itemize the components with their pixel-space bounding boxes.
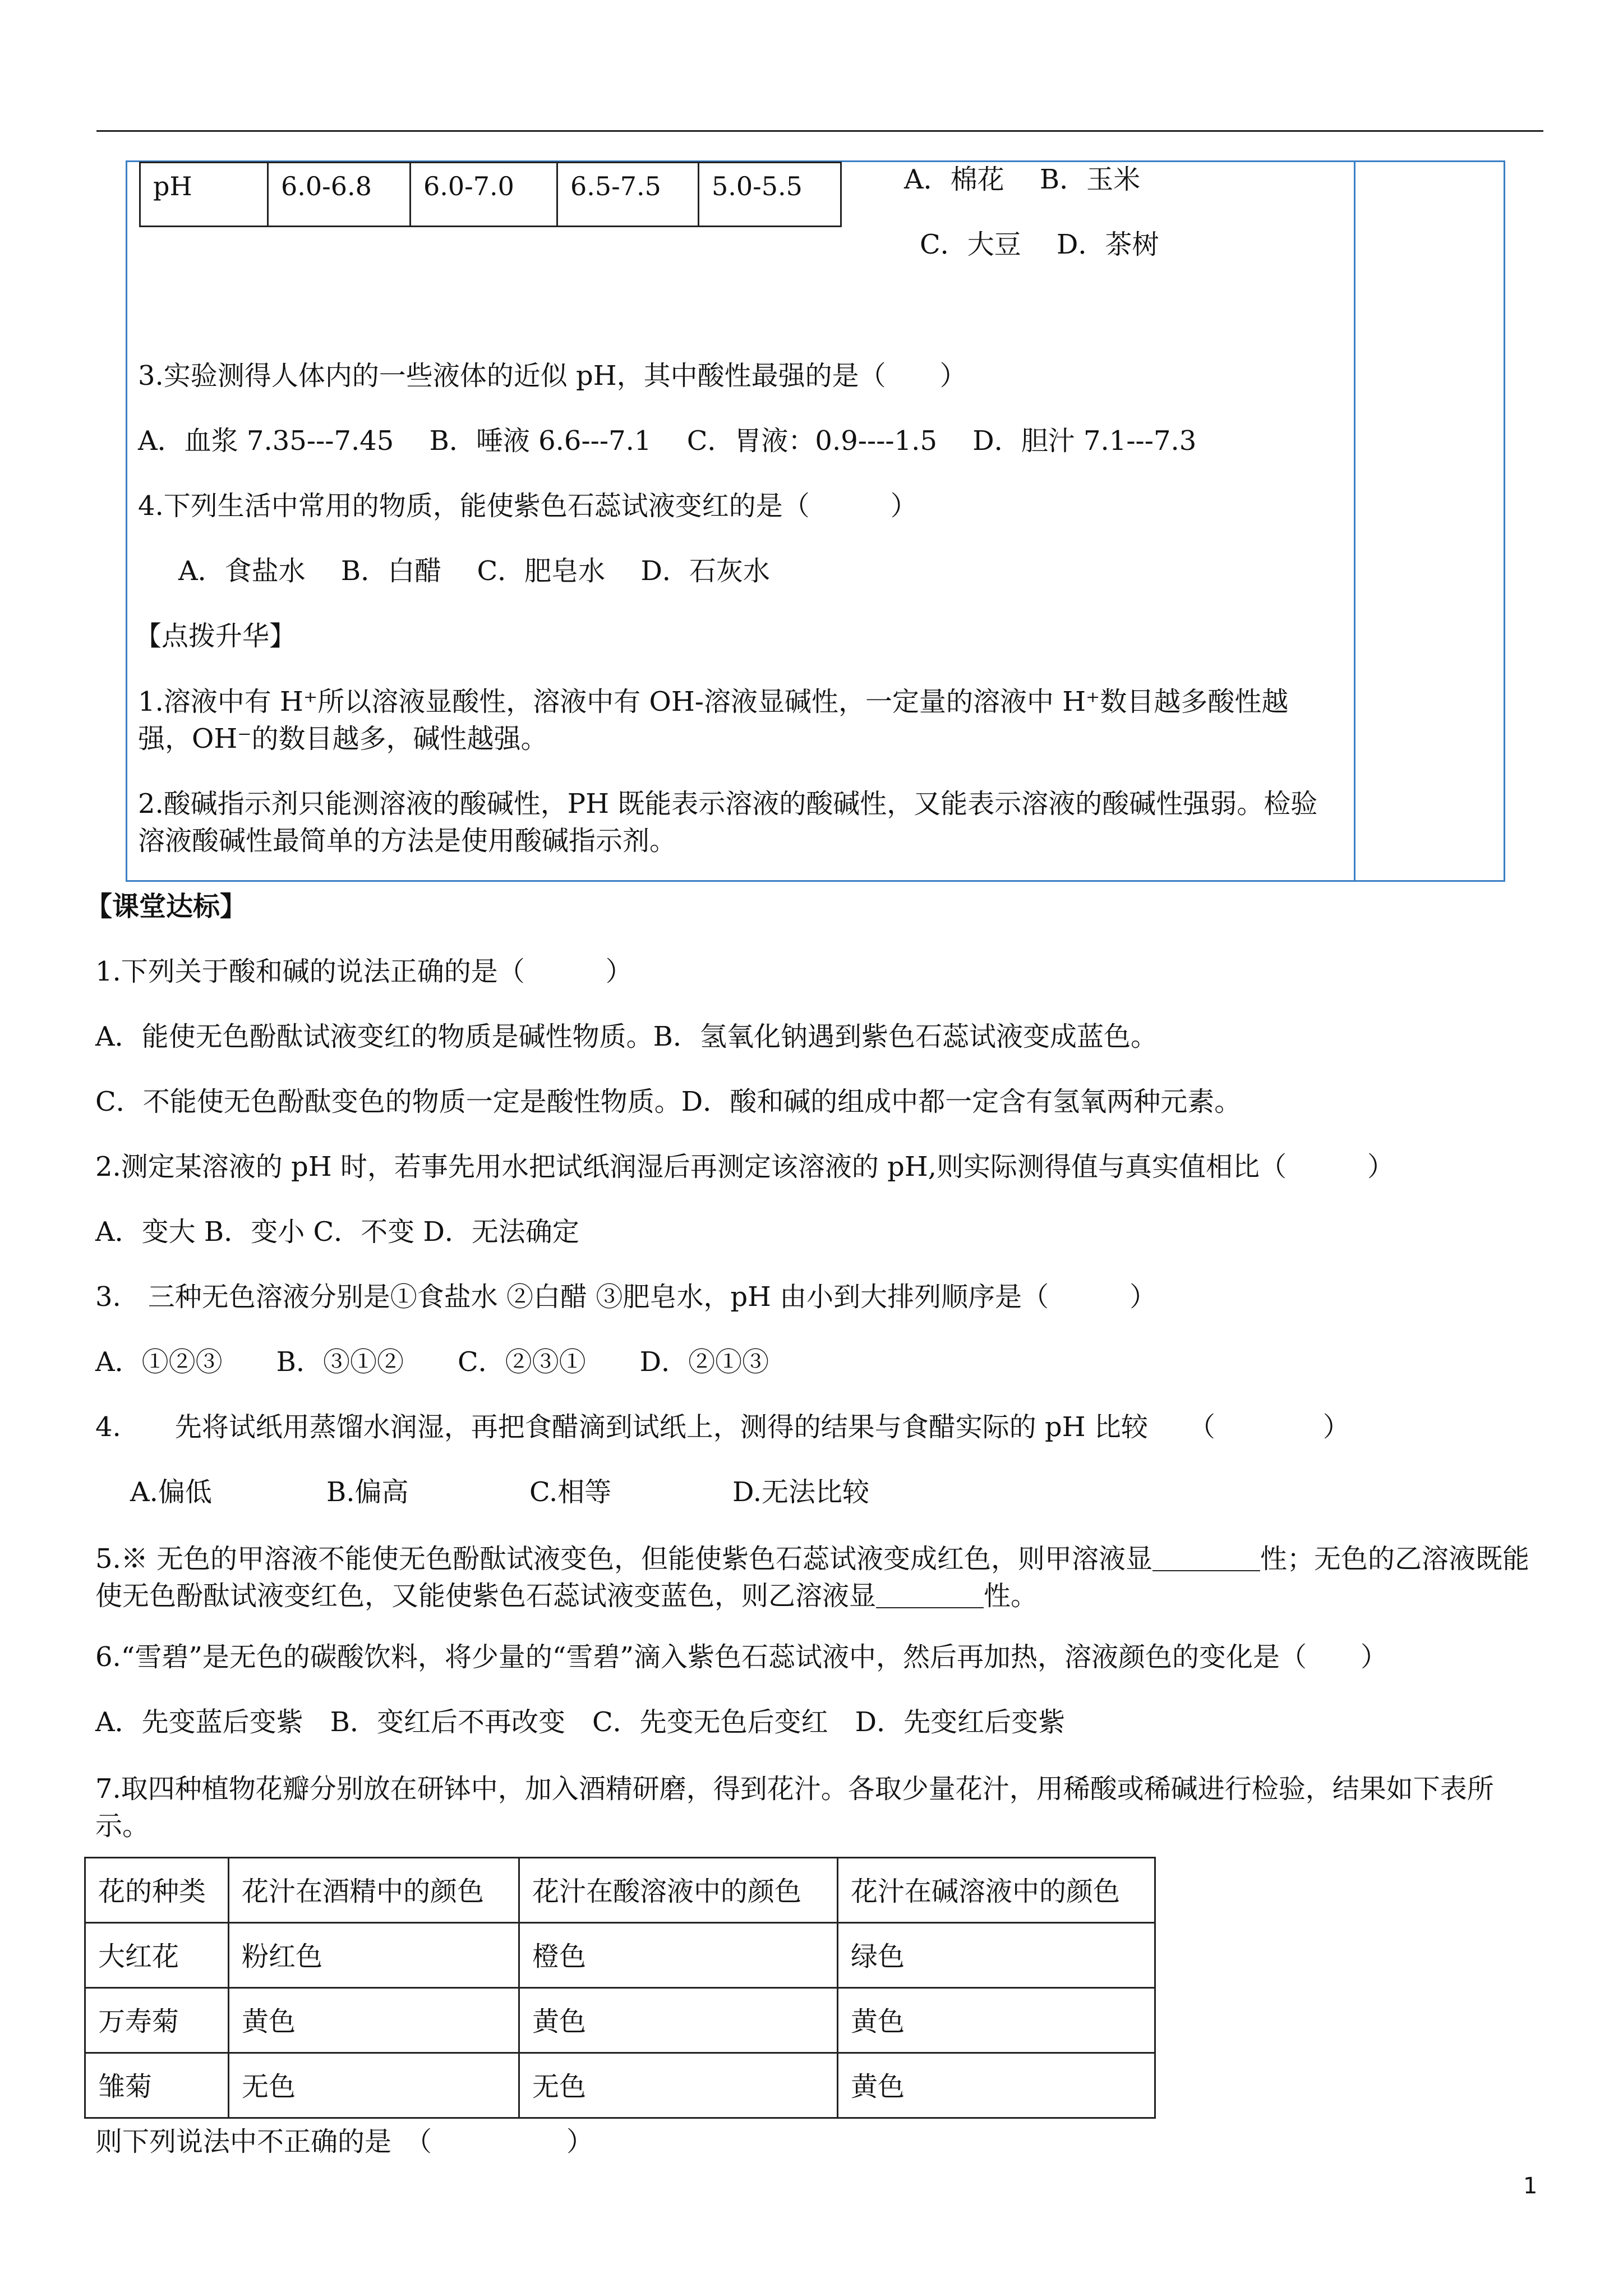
cp-q7-after: 则下列说法中不正确的是 （ ）: [95, 2126, 594, 2157]
table-header-cell: 花汁在酒精中的颜色: [229, 1858, 519, 1923]
table-cell: 无色: [229, 2053, 519, 2118]
cp-q2-options: A．变大 B．变小 C．不变 D．无法确定: [95, 1216, 579, 1248]
ph-label-cell: pH: [140, 163, 268, 227]
tips-paragraph-2: 2.酸碱指示剂只能测溶液的酸碱性，PH 既能表示溶液的酸碱性，又能表示溶液的酸碱性强弱。检验溶液酸碱性最简单的方法是使用酸碱指示剂。: [138, 788, 1318, 857]
table-cell: 黄色: [519, 1988, 838, 2053]
cp-q5-text: 5.※ 无色的甲溶液不能使无色酚酞试液变色，但能使紫色石蕊试液变成红色，则甲溶液显＿＿＿＿性；无色的乙溶液既能使无色酚酞试液变红色，又能使紫色石蕊试液变蓝色，则乙溶液显＿＿＿＿性。: [95, 1543, 1530, 1612]
cp-q4-stem: 4. 先将试纸用蒸馏水润湿，再把食醋滴到试纸上，测得的结果与食醋实际的 pH 比较 （ ）: [95, 1411, 1350, 1443]
table-cell: 黄色: [838, 2053, 1155, 2118]
table-cell: 黄色: [838, 1988, 1155, 2053]
cp-q4-option-d: D.无法比较: [732, 1476, 870, 1508]
q3-stem: 3.实验测得人体内的一些液体的近似 pH，其中酸性最强的是（ ）: [138, 360, 967, 392]
table-header-cell: 花汁在酸溶液中的颜色: [519, 1858, 838, 1923]
tips-heading: 【点拨升华】: [135, 620, 297, 652]
table-row: [85, 1988, 1155, 2053]
table-header-cell: 花汁在碱溶液中的颜色: [838, 1858, 1155, 1923]
q2-options-line2: C．大豆 D．茶树: [920, 229, 1159, 260]
cp-q1-line2: C．不能使无色酚酞变色的物质一定是酸性物质。D．酸和碱的组成中都一定含有氢氧两种元素。: [95, 1086, 1242, 1117]
cp-q3-stem: 3. 三种无色溶液分别是①食盐水 ②白醋 ③肥皂水，pH 由小到大排列顺序是（ ）: [95, 1281, 1157, 1313]
tips-paragraph-1: 1.溶液中有 H⁺所以溶液显酸性，溶液中有 OH-溶液显碱性，一定量的溶液中 H⁺数目越多酸性越强，OH⁻的数目越多，碱性越强。: [138, 686, 1289, 754]
ph-cell-soybean: 6.5-7.5: [557, 163, 699, 227]
cp-q1-line1: A．能使无色酚酞试液变红的物质是碱性物质。B．氢氧化钠遇到紫色石蕊试液变成蓝色。: [95, 1021, 1158, 1052]
table-cell: 雏菊: [85, 2053, 229, 2118]
flower-color-table: [84, 1857, 1156, 2119]
cp-q1-stem: 1.下列关于酸和碱的说法正确的是（ ）: [95, 956, 633, 987]
table-cell: 橙色: [519, 1923, 838, 1988]
cp-q2-stem: 2.测定某溶液的 pH 时，若事先用水把试纸润湿后再测定该溶液的 pH,则实际测得值与真实值相比（ ）: [95, 1151, 1395, 1182]
table-row: [140, 163, 841, 227]
table-cell: 黄色: [229, 1988, 519, 2053]
table-row: [85, 2053, 1155, 2118]
ph-table: [139, 162, 842, 227]
cp-q6-stem: 6.“雪碧”是无色的碳酸饮料，将少量的“雪碧”滴入紫色石蕊试液中，然后再加热，溶液颜色的变化是（ ）: [95, 1641, 1387, 1673]
cp-q6-options: A．先变蓝后变紫 B．变红后不再改变 C．先变无色后变红 D．先变红后变紫: [95, 1706, 1066, 1738]
cp-q4-option-b: B.偏高: [326, 1476, 409, 1508]
cp-q3-options: A．①②③ B．③①② C．②③① D．②①③: [95, 1346, 769, 1378]
ph-cell-corn: 6.0-7.0: [411, 163, 557, 227]
q3-options: A．血浆 7.35---7.45 B．唾液 6.6---7.1 C．胃液：0.9----1.5 D．胆汁 7.1---7.3: [138, 425, 1197, 457]
cp-q7-stem: 7.取四种植物花瓣分别放在研钵中，加入酒精研磨，得到花汁。各取少量花汁，用稀酸或稀碱进行检验，结果如下表所示。: [95, 1773, 1494, 1842]
header-rule: [96, 130, 1543, 132]
table-cell: 万寿菊: [85, 1988, 229, 2053]
table-cell: 粉红色: [229, 1923, 519, 1988]
q4-stem: 4.下列生活中常用的物质，能使紫色石蕊试液变红的是（ ）: [138, 490, 917, 522]
table-cell: 无色: [519, 2053, 838, 2118]
q2-options-line1: A．棉花 B．玉米: [904, 164, 1141, 195]
table-header-cell: 花的种类: [85, 1858, 229, 1923]
table-cell: 大红花: [85, 1923, 229, 1988]
table-cell: 绿色: [838, 1923, 1155, 1988]
q4-options: A．食盐水 B．白醋 C．肥皂水 D．石灰水: [178, 555, 770, 587]
page-number: 1: [1523, 2173, 1538, 2199]
frame-divider: [1354, 160, 1355, 882]
cp-q4-option-c: C.相等: [529, 1476, 612, 1508]
cp-q4-option-a: A.偏低: [130, 1476, 212, 1508]
ph-cell-tea: 5.0-5.5: [699, 163, 841, 227]
table-header-row: [85, 1858, 1155, 1923]
class-practice-heading: 【课堂达标】: [85, 891, 247, 922]
table-row: [85, 1923, 1155, 1988]
ph-cell-cotton: 6.0-6.8: [268, 163, 411, 227]
